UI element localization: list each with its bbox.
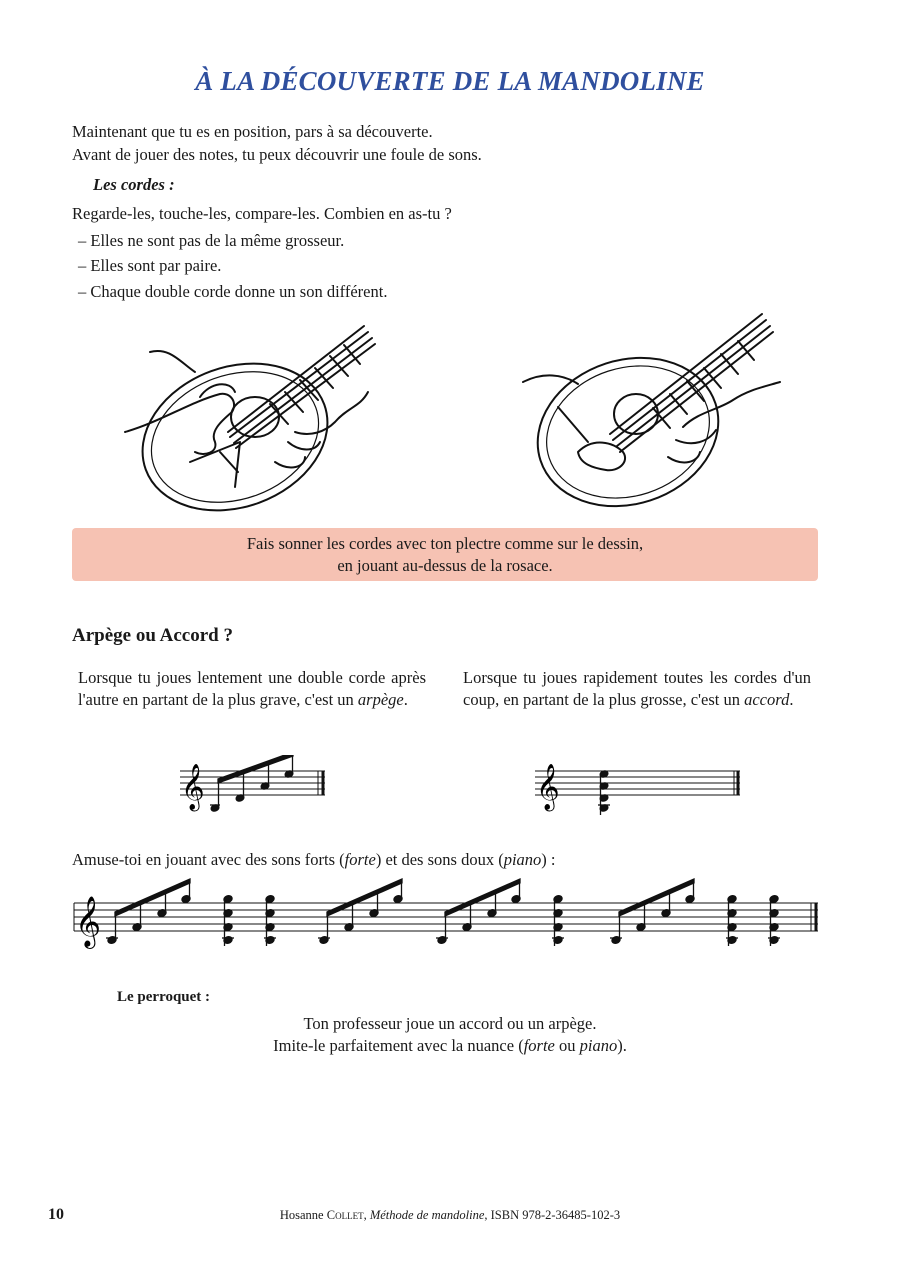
perroquet-line2-pre: Imite-le parfaitement avec la nuance ( [273,1036,524,1055]
treble-clef-icon: 𝄞 [536,764,560,810]
dynamics-pre: Amuse-toi en jouant avec des sons forts ( [72,850,345,869]
section-heading: Arpège ou Accord ? [72,625,233,646]
arpege-text: Lorsque tu joues lentement une double corde après l'autre en partant de la plus grave, c'est un [78,668,426,709]
dynamics-post: ) : [541,850,556,869]
intro-line-2: Avant de jouer des notes, tu peux découvrir une foule de sons. [72,145,482,164]
page-number: 10 [48,1206,64,1223]
accord-paragraph [463,667,811,711]
callout-box [72,528,818,581]
cordes-item-3: – Chaque double corde donne un son différent. [78,282,388,301]
arpege-paragraph [78,667,426,711]
cordes-question: Regarde-les, touche-les, compare-les. Combien en as-tu ? [72,204,452,223]
footer-author-first: Hosanne [279,1208,327,1222]
dynamics-instruction [72,850,556,870]
perroquet-line-2 [0,1035,900,1057]
footer-sep: , [363,1208,370,1222]
intro-line-1: Maintenant que tu es en position, pars à sa découverte. [72,122,433,141]
accord-text: Lorsque tu joues rapidement toutes les cordes d'un coup, en partant de la plus grosse, c'est un [463,668,811,709]
perroquet-text [0,1013,900,1057]
cordes-item-1: – Elles ne sont pas de la même grosseur. [78,231,345,250]
perroquet-line-1: Ton professeur joue un accord ou un arpège. [303,1014,597,1033]
cordes-item-2: – Elles sont par paire. [78,256,222,275]
dynamics-forte: forte [344,850,376,869]
perroquet-forte: forte [523,1036,555,1055]
perroquet-line2-post: ). [617,1036,627,1055]
page-title: À LA DÉCOUVERTE DE LA MANDOLINE [195,66,705,96]
accord-term: accord [744,690,790,709]
footer-isbn: , ISBN 978-2-36485-102-3 [484,1208,621,1222]
exercise-staff [72,878,828,958]
accord-end: . [789,690,794,709]
exercise-notes [106,879,780,946]
callout-line-2: en jouant au-dessus de la rosace. [337,556,553,575]
intro-text [72,120,832,166]
dynamics-mid: ) et des sons doux ( [375,850,504,869]
perroquet-heading: Le perroquet : [117,989,211,1005]
footer-citation [0,1208,900,1223]
mandolin-illustration-left [120,312,390,517]
chord-staff [530,755,750,820]
treble-clef-icon: 𝄞 [75,896,102,947]
perroquet-piano: piano [579,1036,618,1055]
arpege-term: arpège [357,690,404,709]
dynamics-piano: piano [503,850,542,869]
footer-book: Méthode de mandoline [369,1208,485,1222]
arpeggio-notes [210,755,294,812]
mandolin-illustration-right [518,312,788,517]
treble-clef-icon: 𝄞 [181,764,205,810]
callout-line-1: Fais sonner les cordes avec ton plectre comme sur le dessin, [246,534,644,553]
perroquet-ou: ou [554,1036,580,1055]
arpeggio-staff [175,755,335,820]
arpege-end: . [403,690,408,709]
footer-author-last: Collet [326,1208,364,1222]
cordes-subtitle: Les cordes : [93,175,175,194]
